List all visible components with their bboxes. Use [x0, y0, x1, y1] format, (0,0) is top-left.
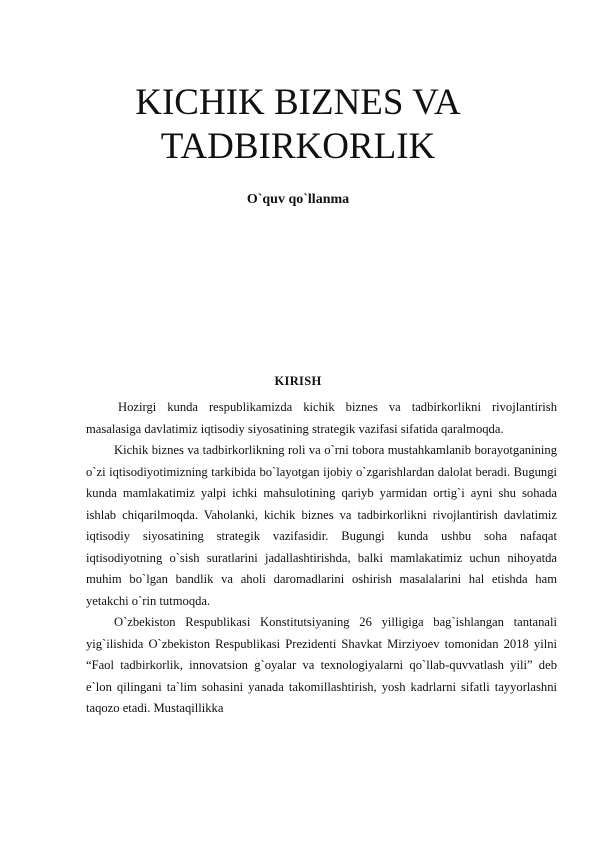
- paragraph-2: Kichik biznes va tadbirkorlikning roli va o`rni tobora mustahkamlanib borayotganining o`zi iqtisodiyotimizning tarkibida bo`layotgan ijobiy o`zgarishlardan dalolat beradi. Bugungi kunda mamlakatimiz yalpi ichki mahsulotining qariyb yarmidan ortig`i ayni shu sohada ishlab chiqarilmoqda. Vaholanki, kichik biznes va tadbirkorlikni rivojlantirish davlatimiz iqtisodiy siyosatining strategik vazifasidir. Bugungi kunda ushbu soha nafaqat iqtisodiyotning o`sish suratlarini jadallashtirishda, balki mamlakatimiz uchun nihoyatda muhim bo`lgan bandlik va aholi daromadlarini oshirish masalalarini hal etishda ham yetakchi o`rin tutmoqda.: [86, 443, 557, 608]
- section-heading: KIRISH: [274, 374, 322, 388]
- paragraph-3: O`zbekiston Respublikasi Konstitutsiyaning 26 yilligiga bag`ishlangan tantanali yig`ilishida O`zbekiston Respublikasi Prezidenti Shavkat Mirziyoev tomonidan 2018 yilni “Faol tadbirkorlik, innovatsion g`oyalar va texnologiyalarni qo`llab-quvvatlash yili” deb e`lon qilingani ta`lim sohasini yanada takomillashtirish, yosh kadrlarni sifatli tayyorlashni taqozo etadi. Mustaqillikka: [86, 615, 557, 715]
- document-title-line-1: KICHIK BIZNES VA: [135, 82, 461, 123]
- body-text: [86, 397, 557, 720]
- document-subtitle: O`quv qo`llanma: [246, 192, 350, 207]
- paragraph-1: Hozirgi kunda respublikamizda kichik biznes va tadbirkorlikni rivojlantirish masalasiga davlatimiz iqtisodiy siyosatining strategik vazifasi sifatida qaralmoqda.: [86, 400, 557, 436]
- document-title-line-2: TADBIRKORLIK: [160, 126, 436, 167]
